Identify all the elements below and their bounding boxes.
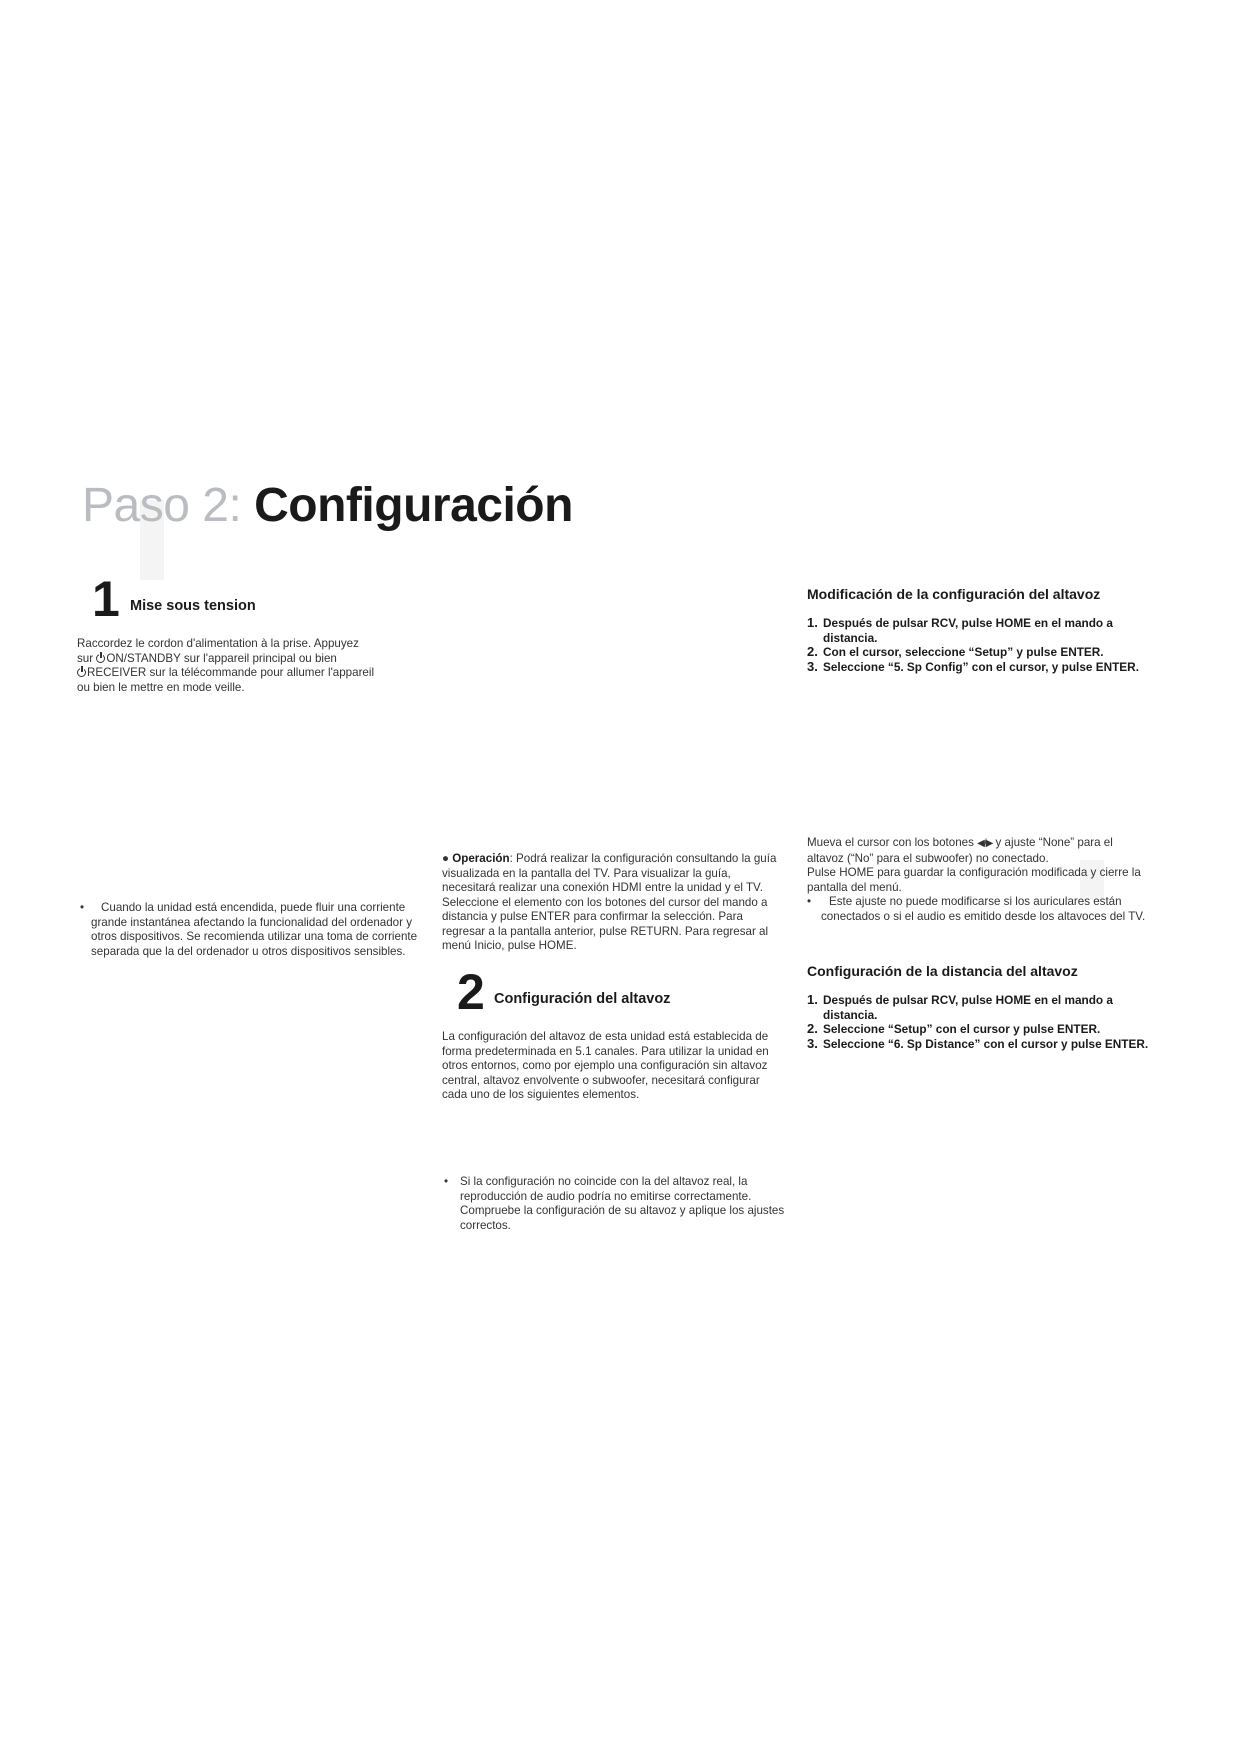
modify-step-3 [807, 660, 1152, 675]
step-1-line-2 [77, 652, 417, 667]
step-1-line-2-pre: sur [77, 651, 97, 665]
step-2-note-text: Si la configuración no coincide con la del altavoz real, la reproducción de audio podría no emitirse correctamente. Compruebe la configuración de su altavoz y aplique los ajustes correctos. [460, 1175, 785, 1232]
operation-label: Operación [452, 852, 510, 865]
step-1-line-4: ou bien le mettre en mode veille. [77, 680, 245, 694]
title-prefix: Paso 2: [82, 479, 242, 532]
step-text: Después de pulsar RCV, pulse HOME en el mando a distancia. [823, 616, 1113, 645]
step-index: 1. [807, 992, 818, 1007]
cursor-note-post: y ajuste “None” para el altavoz (“No” para el subwoofer) no conectado. [807, 836, 1113, 865]
step-index: 2. [807, 644, 818, 659]
step-index: 3. [807, 658, 818, 674]
step-2-text: La configuración del altavoz de esta unidad está establecida de forma predeterminada en 5.1 canales. Para utilizar la unidad en otros entornos, como por ejemplo una configuración sin altavoz central, altavoz envolvente o subwoofer, necesitará configurar cada uno de los siguientes elementos. [442, 1030, 769, 1101]
cursor-note-line-1 [807, 836, 1152, 866]
operation-bullet: ● [442, 852, 450, 865]
step-text: Con el cursor, seleccione “Setup” y pulse ENTER. [823, 645, 1104, 659]
cursor-note-bullet-text: Este ajuste no puede modificarse si los auriculares están conectados o si el audio es emitido desde los altavoces del TV. [821, 895, 1146, 923]
step-index: 3. [807, 1035, 818, 1051]
page-title [82, 478, 573, 533]
modify-heading: Modificación de la configuración del altavoz [807, 586, 1101, 602]
modify-steps [807, 616, 1152, 674]
step-2-heading: Configuración del altavoz [494, 991, 671, 1007]
step-text: Seleccione “6. Sp Distance” con el cursor y pulse ENTER. [823, 1036, 1149, 1051]
step-2-note [444, 1175, 798, 1233]
step-index: 1. [807, 615, 818, 630]
power-icon [77, 668, 86, 677]
step-1-line-3 [77, 666, 417, 681]
step-1-number: 1 [92, 571, 120, 627]
bullet: • [444, 1175, 449, 1188]
left-right-arrow-icon: ◀/▶ [977, 838, 993, 849]
bullet: • [80, 901, 85, 914]
bullet: • [807, 895, 812, 908]
distance-steps [807, 993, 1152, 1051]
step-1-text [77, 637, 417, 695]
distance-step-3 [807, 1037, 1152, 1052]
cursor-note-bullet [807, 895, 1152, 924]
cursor-note-pre: Mueva el cursor con los botones [807, 836, 978, 849]
step-text: Seleccione “5. Sp Config” con el cursor, y pulse ENTER. [823, 659, 1139, 674]
distance-step-1 [807, 993, 1152, 1022]
step-1-line-2-post: ON/STANDBY sur l'appareil principal ou bien [106, 651, 337, 665]
step-2-number: 2 [457, 964, 485, 1020]
modify-step-1 [807, 616, 1152, 645]
step-index: 2. [807, 1021, 818, 1036]
step-1-line-3-post: RECEIVER sur la télécommande pour allumer l'appareil [87, 666, 375, 679]
step-1-heading: Mise sous tension [130, 598, 256, 614]
cursor-note [807, 836, 1152, 924]
title-main: Configuración [254, 479, 573, 532]
step-text: Después de pulsar RCV, pulse HOME en el mando a distancia. [823, 993, 1113, 1022]
step-1-line-1: Raccordez le cordon d'alimentation à la prise. Appuyez [77, 637, 359, 650]
distance-step-2 [807, 1022, 1152, 1037]
power-note [80, 901, 426, 959]
operation-note [442, 852, 777, 954]
distance-heading: Configuración de la distancia del altavoz [807, 963, 1078, 979]
step-text: Seleccione “Setup” con el cursor y pulse ENTER. [823, 1022, 1101, 1036]
cursor-note-line-2: Pulse HOME para guardar la configuración modificada y cierre la pantalla del menú. [807, 866, 1141, 894]
power-note-text: Cuando la unidad está encendida, puede fluir una corriente grande instantánea afectando la funcionalidad del ordenador y otros dispositivos. Se recomienda utilizar una toma de corriente separada que la del ordenador u otros dispositivos sensibles. [91, 901, 418, 958]
power-icon [96, 654, 105, 663]
operation-text: : Podrá realizar la configuración consultando la guía visualizada en la pantalla del TV. Para visualizar la guía, necesitará realizar una conexión HDMI entre la unidad y el TV. Seleccione el elemento con los botones del cursor del mando a distancia y pulse ENTER para confirmar la selección. Para regresar a la pantalla anterior, pulse RETURN. Para regresar al menú Inicio, pulse HOME. [442, 852, 777, 952]
modify-step-2 [807, 645, 1152, 660]
